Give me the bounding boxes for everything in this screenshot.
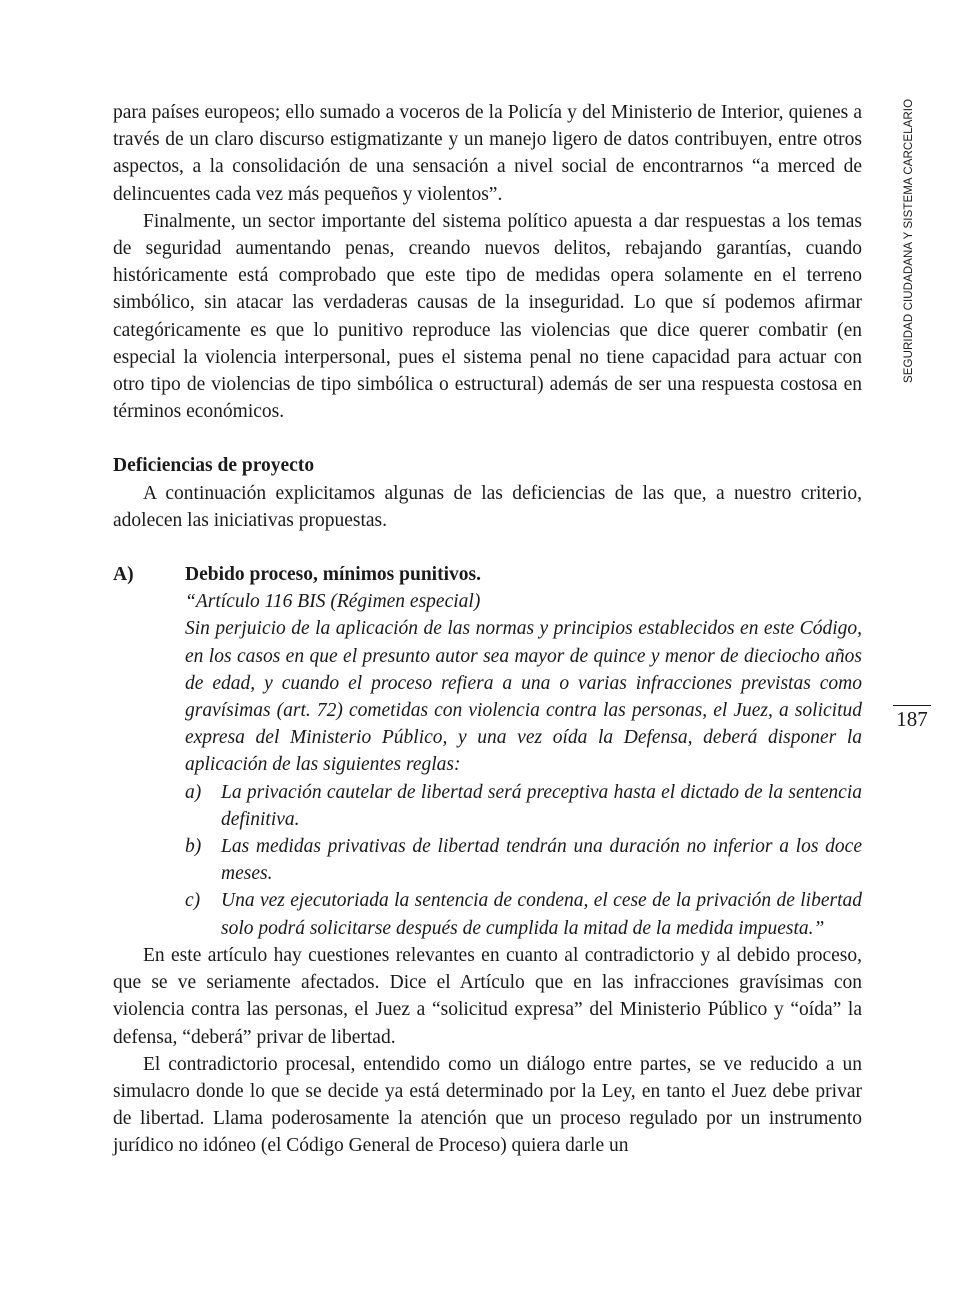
page-number: 187 bbox=[896, 707, 928, 731]
paragraph: para países europeos; ello sumado a voceros de la Policía y del Ministerio de Interior, quienes a través de un claro discurso estigmatizante y un manejo ligero de datos contribuyen, entre otros aspectos, a la consolidación de una sensación a nivel social de encontrarnos “a merced de delincuentes cada vez más pequeños y violentos”. bbox=[113, 102, 862, 205]
section-letter: A) bbox=[113, 564, 134, 586]
paragraph: El contradictorio procesal, entendido como un diálogo entre partes, se ve reducido a un simulacro donde lo que se decide ya está determinado por la Ley, en tanto el Juez debe privar de libertad. Llama poderosamente la atención que un proceso regulado por un instrumento jurídico no idóneo (el Código General de Proceso) quiera darle un bbox=[113, 1053, 862, 1157]
list-item-text: Una vez ejecutoriada la sentencia de condena, el cese de la privación de libertad solo podrá solicitarse después de cumplida la mitad de la medida impuesta.” bbox=[221, 890, 862, 939]
list-item-text: Las medidas privativas de libertad tendrán una duración no inferior a los doce meses. bbox=[221, 836, 862, 885]
section-a bbox=[113, 561, 862, 942]
section-body bbox=[185, 561, 862, 942]
section-heading: Deficiencias de proyecto bbox=[113, 455, 315, 477]
list-item bbox=[185, 887, 862, 941]
list-item-letter: c) bbox=[185, 890, 201, 912]
list-item bbox=[185, 779, 862, 833]
section-title: Debido proceso, mínimos punitivos. bbox=[185, 564, 481, 586]
paragraph: En este artículo hay cuestiones relevantes en cuanto al contradictorio y al debido proceso, que se ve seriamente afectados. Dice el Artículo que en las infracciones gravísimas con violencia contra las personas, el Juez a “solicitud expresa” del Ministerio Público y “oída” la defensa, “deberá” privar de libertad. bbox=[113, 944, 862, 1048]
paragraph: A continuación explicitamos algunas de las deficiencias de las que, a nuestro criterio, adolecen las iniciativas propuestas. bbox=[113, 482, 862, 531]
list-item-letter: b) bbox=[185, 836, 202, 858]
body-text bbox=[113, 99, 862, 1160]
list-item bbox=[185, 833, 862, 887]
quote-title: “Artículo 116 BIS (Régimen especial) bbox=[185, 591, 481, 613]
list-item-text: La privación cautelar de libertad será preceptiva hasta el dictado de la sentencia definitiva. bbox=[221, 781, 862, 830]
paragraph: Finalmente, un sector importante del sistema político apuesta a dar respuestas a los temas de seguridad aumentando penas, creando nuevos delitos, rebajando garantías, cuando históricamente está comprobado que este tipo de medidas opera solamente en el terreno simbólico, sin atacar las verdaderas causas de la inseguridad. Lo que sí podemos afirmar categóricamente es que lo punitivo reproduce las violencias que dice querer combatir (en especial la violencia interpersonal, pues el sistema penal no tiene capacidad para actuar con otro tipo de violencias de tipo simbólica o estructural) además de ser una respuesta costosa en términos económicos. bbox=[113, 210, 862, 423]
quote-body: Sin perjuicio de la aplicación de las normas y principios establecidos en este Código, en los casos en que el presunto autor sea mayor de quince y menor de dieciocho años de edad, y cuando el proceso refiera a una o varias infracciones previstas como gravísimas (art. 72) cometidas con violencia contra las personas, el Juez, a solicitud expresa del Ministerio Público, y una vez oída la Defensa, deberá disponer la aplicación de las siguientes reglas: bbox=[185, 618, 862, 776]
running-header: SEGURIDAD CIUDADANA Y SISTEMA CARCELARIO bbox=[903, 98, 915, 383]
list-item-letter: a) bbox=[185, 781, 202, 803]
